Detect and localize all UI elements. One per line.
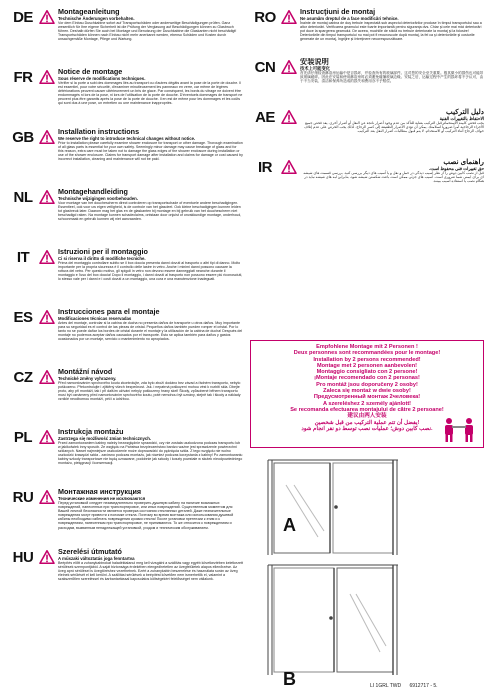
warning-icon [281, 10, 297, 24]
section-body: Prima del montaggio controllare subito se il box doccia presenta danni dovuti al trasporto o altri tipi di danno. Molto importante per la propria sicurezza è il controllo delle lastre in vetro. Anche i minimi danni possono causare la rottura del vetro. Per questo motivo, gli spigoli in vetro non devono essere danneggiati neanche durante il montaggio e l'uso del box doccia! Dopo il montaggio, i danni dovuti al trasporto non possono essere più riconosciuti, lo stesso vale per i danni e i costi dovuti a un montaggio, una cura e una manutenzione inadeguati. [58, 261, 243, 282]
section-title: Notice de montage [58, 68, 123, 76]
section-body: Voor montage van het douchescherm direct controleren op transportschade of eventuele andere beschadigingen. Essentieel, ook voor uw eigen veiligheid, is de controle van het glasdeel. Ook kleine beschadigingen kunnen leiden tot glasbreuk later. Daarom mag het glas en de glaskanten bij montage en bij gebruik van het douchescherm niet beschadigd raken. Na montage kunnen schadeclaims, ontstaan door onjuist of onvakkundige montage, onderhoud, schoonmaak en gebruik kunnen wij niet aanvaarden. [58, 201, 242, 222]
lang-section-cz [8, 368, 243, 425]
diagram-b-label: B [283, 669, 296, 689]
language-code: IT [16, 249, 30, 266]
recommendation-line: Empfohlene Montage mit 2 Personen ! [316, 344, 418, 350]
model-code: LI 1GRL TWD [370, 683, 402, 689]
warning-icon [39, 190, 55, 204]
section-title: Монтажная инструкция [58, 488, 142, 496]
language-code: RU [12, 489, 34, 506]
section-body: Vérifier si la porte a subi des dommages liés au transport ou d'autres dégâts avant la pose de la porte de douche. Il est essentiel, pour votre sécurité, d'examiner minutieusement les panneaux en verre, car même de légères détériorations peuvent causer ultérieurement un bris de glace. Par conséquent, les bords du vitrage ne doivent être endommagés ni lors de la pose, ni lors de l'utilisation de la porte de douche. D'éventuels dommages de transport ne peuvent plus être garantis après la pose de la porte de douche. Il en est de même pour les dommages et les coûts qui sont dus à une pose, un entretien ou une maintenance inappropriés. [58, 81, 243, 106]
lang-section-es [8, 308, 243, 365]
language-code: GB [12, 129, 34, 146]
lang-section-ro [250, 8, 484, 55]
section-subtitle: Modificaciones técnicas reservadas [58, 316, 132, 321]
section-title: Instrucţiuni de montaj [300, 8, 376, 16]
language-code: RO [254, 9, 276, 26]
section-subtitle: Technické změny vyhrazeny. [58, 376, 117, 381]
lang-section-ir [250, 158, 484, 205]
document-number: 6912717 - 5. [409, 683, 438, 689]
section-subtitle: Technische Änderungen vorbehalten. [58, 16, 135, 21]
recommendation-line: Deux personnes sont recommandées pour le montage! [293, 350, 441, 357]
section-text [58, 8, 243, 41]
warning-icon [39, 10, 55, 24]
section-text [58, 308, 243, 341]
warning-icon [281, 60, 297, 74]
section-subtitle: Ne asumăm dreptul de a face modificări tehnice. [300, 16, 399, 21]
section-body: Перед установкой следует незамедлительно проверить душевую кабину на наличие возможных повреждений, нанесенных при транспортировке, или иных повреждений. Существенным моментом для Вашей личной безопасности является проверка состояния стеклянных деталей. Даже незначительные повреждения могут привести к поломке стекла. Поэтому во время монтажа или использования душевой кабины необходимо избегать повреждения кромки стекла! После установки претензии к этим и к повреждениям, нанесенным при транспортировке, не принимаются. То же относится к повреждениям и расходам, вызванным ненадлежащей установкой, уходом и техническим обслуживанием. [58, 501, 234, 530]
recommendation-line: Montaggio consigliato con 2 persone! [316, 369, 418, 376]
section-subtitle: Zastrzega się możliwość zmian technicznych. [58, 436, 152, 441]
section-subtitle: Sous réserve de modifications techniques. [58, 76, 146, 81]
footer [370, 683, 438, 689]
section-title: 安装说明 [300, 58, 329, 66]
section-title: Montážní návod [58, 368, 113, 376]
section-text [300, 58, 484, 83]
section-title: Instrukcja montażu [58, 428, 124, 436]
section-title: Instrucciones para el montaje [58, 308, 160, 316]
warning-icon [39, 430, 55, 444]
recommendation-line: يفضل أن تتم عملية التركيب من قبل شخصين! [314, 419, 420, 426]
recommendation-line: Montage met 2 personen aanbevolen! [316, 362, 418, 369]
recommendation-line: Zaleca się montaż w dwie osoby! [323, 388, 411, 395]
section-body: 首先请仔细检查淋浴房运输中是否损坏，并检查所有的玻璃部件。这对您的安全至关重要。极其微小的损伤也可能导致玻璃破碎。因此在安装和使用淋浴房时必须避免碰撞玻璃边缘。安装之后，运输过程中产生的损坏将不予认可，由于不当安装、清洁和保养所造成的损失和费用亦不予赔偿。 [300, 71, 484, 84]
section-text [58, 248, 243, 281]
lang-section-hu [8, 548, 243, 605]
section-subtitle: حق تغییرات فنی محفوظ است. [428, 166, 484, 171]
two-person-recommendation-box [250, 340, 484, 448]
language-code: IR [258, 159, 272, 176]
warning-icon [281, 160, 297, 174]
recommendation-line: 建议由两人安装 [347, 413, 387, 420]
section-text [58, 488, 243, 530]
language-code: CZ [13, 369, 33, 386]
section-title: راهنمای نصب [443, 158, 484, 166]
section-body: قبل از نصب کابین دوش را از نظر آسیب دیدگی در حمل و نقل و یا آسیب های دیگر بررسی کنید. بررسی قسمت های شیشه ای برای ایمنی شما ضروری است. آسیب های جزئی ممکن است باعث شکستن شیشه شود، بنابراین لبه های شیشه نباید در هنگام نصب یا استفاده آسیب ببینند. [303, 171, 484, 184]
recommendation-line: Предусмотренный монтаж 2человека! [313, 394, 421, 401]
lang-section-cn [250, 58, 484, 105]
section-text [58, 548, 243, 581]
diagram-a-door-installation [258, 455, 408, 557]
language-code: NL [13, 189, 33, 206]
diagram-b-door-installation [258, 560, 408, 680]
recommendation-line: ¡Montaje recomendado con 2 personas! [314, 375, 420, 382]
section-subtitle: We reserve the right to introduce technical changes without notice. [58, 136, 196, 141]
lang-section-pl [8, 428, 243, 485]
section-subtitle: A műszaki változtatás joga fenntartva [58, 556, 135, 561]
language-code: DE [13, 9, 33, 26]
section-text [300, 108, 484, 133]
lang-section-it [8, 248, 243, 305]
warning-icon [39, 490, 55, 504]
two-persons-icon [439, 417, 479, 443]
section-subtitle: 技术上可能变化 [300, 66, 331, 71]
recommendation-line: Pro montáž jsou doporučeny 2 osoby! [316, 381, 418, 388]
section-body: Antes del montaje, controlar si la cabina de ducha no presenta daños de transporte u otros daños. Muy importante para su seguridad es el control de las piezas de cristal. Pequeños daños también pueden romper el cristal. Por lo tanto no se puede dañar los bordes de cristal durante el montaje y la utilización de la cabina de ducha! Después del montaje no podemos aceptar daños causados por el transporte. Esto se aplica también para daños y gastos ocasionados por un montaje, servicio o mantenimiento no apropiados. [58, 321, 243, 342]
warning-icon [281, 110, 297, 124]
language-code: HU [12, 549, 34, 566]
section-body: يجب فحص كابينة الاستحمام قبل التركيب بعناية للتأكد من عدم وجود أضرار ناتجة عن النقل أو أضرار أخرى. يعد فحص جميع الأجزاء الزجاجية أمراً ضرورياً لسلامتك. يمكن أن تؤدي الأضرار الطفيفة إلى كسر الزجاج، لذلك يجب الحرص على عدم إتلاف حواف الزجاج أثناء التركيب أو الاستخدام. لا يتم قبول مطالبات أضرار النقل بعد التركيب. [304, 121, 484, 134]
left-column [8, 8, 243, 608]
section-subtitle: Technische wijzigingen voorbehouden. [58, 196, 138, 201]
section-subtitle: Ci si riserva il diritto di modifiche tecniche. [58, 256, 146, 261]
section-text [58, 188, 243, 221]
recommendation-line: A szereléshez 2 személy ajánlott! [322, 400, 412, 407]
section-text [58, 128, 243, 161]
language-code: CN [254, 59, 276, 76]
lang-section-de [8, 8, 243, 65]
section-body: Przed zamontowaniem kabiny należy bezwzględnie sprawdzić, czy nie została uszkodzona podczas transportu lub w jakikolwiek inny sposób. Ze względu na Państwa bezpieczeństwo bardzo ważne jest sprawdzenie powierzchni szklanych. Nawet najmniejsze uszkodzenie może doprowadzić do pęknięcia szkła. Z tego względu nie wolno uszkodzić krawędzi szkła - zarówno podczas montażu, jak również podczas korzystania z kabiny! Po zamontowaniu kabiny szkody transportowe nie będą uznawane, podobnie jak szkody i koszty powstałe w skutek nieodpowiedniego montażu, pielęgnacji i konserwacji. [58, 441, 243, 466]
section-title: دليل التركيب [446, 108, 484, 116]
lang-section-gb [8, 128, 243, 185]
warning-icon [39, 370, 55, 384]
recommendation-line: Installation by 2 persons recommended! [313, 356, 421, 363]
language-code: FR [13, 69, 33, 86]
section-text [300, 158, 484, 183]
recommendation-line: نصب کابین دوش؛ عملیات نصب توسط دو نفر انجام شود. [301, 425, 433, 432]
section-body: Beépítés előtt a zuhanykabinokat haladéktalanul meg kell vizsgálni a szállítás vagy egyéb következtében keletkezett sérülések szempontjából. A saját biztonsága érdekében elengedhetetlen az üvegfelületek alapos ellenőrzése. Az üveg apró sérülései is üvegtöréshez vezethetnek. Ezért a zuhanykabin beszerelése és használata során az üveg éleinek sérülését el kell kerülni. A szállítási sérülések a beépítést követően nem ismerhetők el, valamint a szakszerűtlen szereléssel és karbantartással kapcsolatos költségekért felelősséget nem vállalunk. [58, 561, 243, 582]
section-text [58, 68, 243, 106]
section-title: Szerelési útmutató [58, 548, 122, 556]
section-body: Înainte de montaj cabina de duş trebuie inspectată sub aspectul deteriorărilor produse în timpul transportului sau a altor deteriorări. Verificarea geamului este foarte importantă pentru siguranţa dvs. Chiar şi cele mai mici deteriorări pot duce la spargerea geamului. De aceea, muchiile de sticlă nu trebuie deteriorate la montaj şi la folosire! Deteriorările din timpul transportului nu mai pot fi recunoscute după montaj, la fel ca şi deteriorările şi costurile generate de un montaj, îngrijire şi întreţinere necorespunzătoare. [300, 21, 482, 42]
lang-section-nl [8, 188, 243, 245]
warning-icon [39, 70, 55, 84]
diagram-a-label: A [283, 515, 296, 535]
warning-icon [39, 310, 55, 324]
recommendation-line: Se recomanda efectuarea montajului de către 2 persoane! [290, 406, 444, 413]
warning-icon [39, 130, 55, 144]
section-title: Istruzioni per il montaggio [58, 248, 148, 256]
section-body: Před namontováním sprchového koutu zkontrolujte, zda bylo zboží dodáno bez závad a řádném transportu, nebylo poškozeno. Překontrolujte i zjištěný všech bezpečnost. Jsk. i nepatrná poškození mohou vést k rozbití skla. Dbejte proto, aby při montáži, tak i při dalším užívání nebyly poškozeny hrany skel! Škody, způsobené během transportu musí být oznámeny před namontováním sprchového koutu, poté nemohou být uznány, stejně tak i škody a náklady vzniklé neodbornou montáží, péčí a údržbou. [58, 381, 241, 402]
language-code: ES [13, 309, 33, 326]
section-subtitle: الاحتفاظ بالتغييرات الفنية [439, 116, 484, 121]
section-subtitle: Технические изменения не исключаются [58, 496, 146, 501]
right-column [250, 8, 484, 208]
section-title: Installation instructions [58, 128, 140, 136]
section-text [58, 428, 243, 466]
lang-section-fr [8, 68, 243, 125]
lang-section-ae [250, 108, 484, 155]
section-body: Vor dem Einbau Duschkabine sofort auf Transportschäden oder anderweitige Beschädigungen prüfen. Ganz wesentlich für Ihre eigene Sicherheit ist die Prüfung der Verglasung auf Beschädigungen können zu Glasbruch führen. Deshalb dürfen Sie auch bei Montage und Benutzung der Duschkabine die Glaskanten nicht beschädigt! Transportschäden können nach Einbau nicht mehr anerkannt werden, ebenso Schäden und Kosten durch unsachgemäße Montage, Pflege und Wartung. [58, 21, 237, 42]
lang-section-ru [8, 488, 243, 545]
section-text [300, 8, 484, 41]
warning-icon [39, 250, 55, 264]
language-code: AE [255, 109, 275, 126]
warning-icon [39, 550, 55, 564]
language-code: PL [13, 429, 33, 446]
section-title: Montagehandleiding [58, 188, 128, 196]
section-text [58, 368, 243, 401]
section-body: Prior to installation please carefully examine shower enclosure for transport or other damage. Thorough examination of all glass parts is essential for your own safety. Seemingly minor damage may cause breakage of glass and for this reason, extra care must be taken not to damage the glass edges of the shower enclosure during installation or use of the shower enclosure. Claims for transport damage after installation and claims for damage or cost caused by incorrect installation, cleaning and maintenance will not be paid. [58, 141, 243, 162]
section-title: Montageanleitung [58, 8, 120, 16]
